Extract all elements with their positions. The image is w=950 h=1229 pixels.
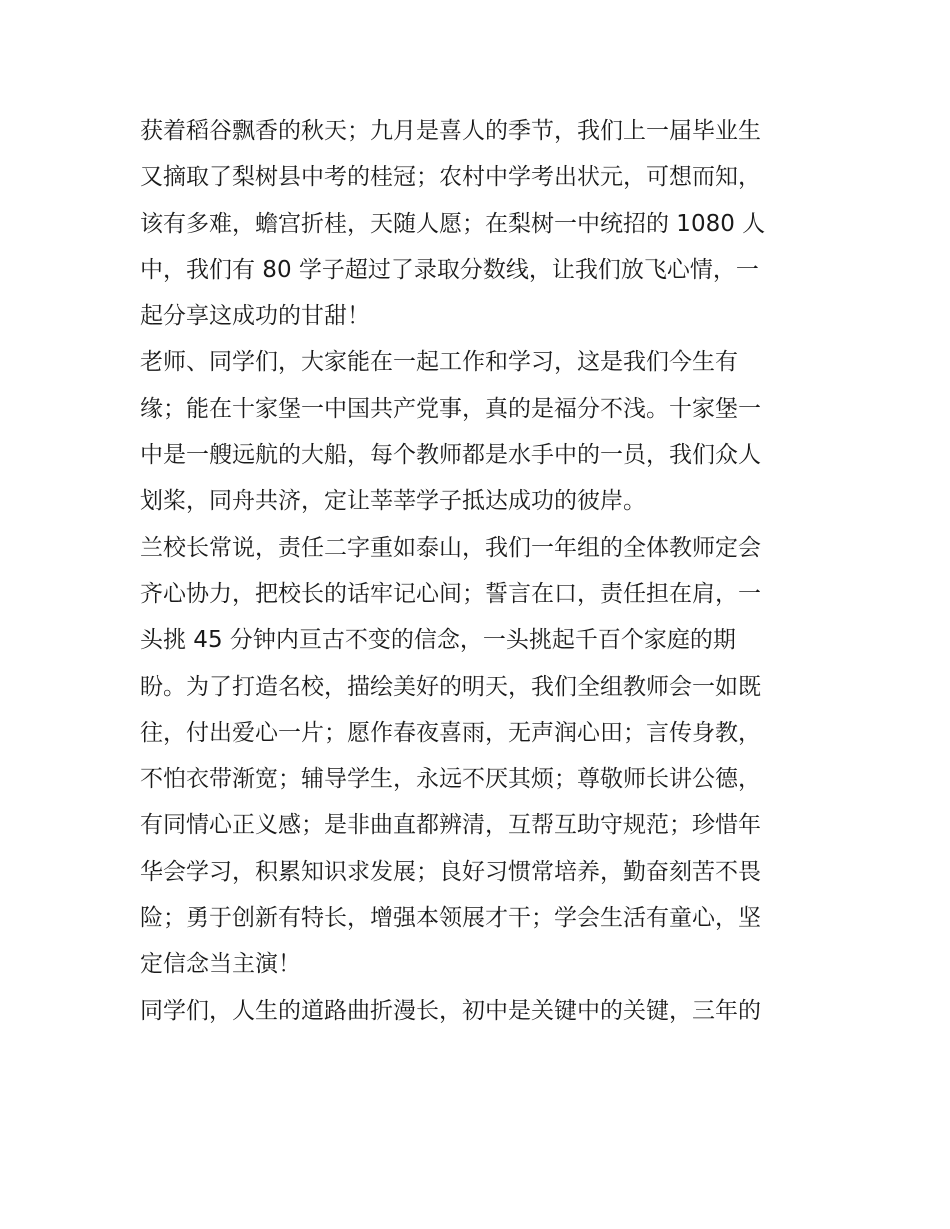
text-line: 定信念当主演！ — [140, 951, 301, 978]
text-line: 往，付出爱心一片；愿作春夜喜雨，无声润心田；言传身教， — [140, 719, 761, 746]
text-line: 兰校长常说，责任二字重如泰山，我们一年组的全体教师定会 — [140, 534, 761, 561]
text-line: 齐心协力，把校长的话牢记心间；誓言在口，责任担在肩，一 — [140, 580, 761, 607]
text-line: 有同情心正义感；是非曲直都辨清，互帮互助守规范；珍惜年 — [140, 812, 761, 839]
text-line: 划桨，同舟共济，定让莘莘学子抵达成功的彼岸。 — [140, 488, 646, 515]
text-line: 该有多难，蟾宫折桂，天随人愿；在梨树一中统招的 1080 人 — [140, 210, 766, 237]
text-line: 获着稻谷飘香的秋天；九月是喜人的季节，我们上一届毕业生 — [140, 118, 761, 144]
text-line: 同学们，人生的道路曲折漫长，初中是关键中的关键，三年的 — [140, 997, 761, 1024]
text-line: 缘；能在十家堡一中国共产党事，真的是福分不浅。十家堡一 — [140, 395, 761, 422]
text-line: 中，我们有 80 学子超过了录取分数线，让我们放飞心情，一 — [140, 256, 759, 283]
text-line: 又摘取了梨树县中考的桂冠；农村中学考出状元，可想而知， — [140, 164, 761, 191]
text-line: 盼。为了打造名校，描绘美好的明天，我们全组教师会一如既 — [140, 673, 761, 700]
text-line: 起分享这成功的甘甜！ — [140, 303, 370, 330]
text-line: 不怕衣带渐宽；辅导学生，永远不厌其烦；尊敬师长讲公德， — [140, 766, 761, 793]
text-line: 老师、同学们，大家能在一起工作和学习，这是我们今生有 — [140, 349, 738, 376]
text-line: 头挑 45 分钟内亘古不变的信念，一头挑起千百个家庭的期 — [140, 627, 736, 654]
text-line: 华会学习，积累知识求发展；良好习惯常培养，勤奋刻苦不畏 — [140, 858, 761, 885]
text-line: 险；勇于创新有特长，增强本领展才干；学会生活有童心，坚 — [140, 905, 761, 932]
text-line: 中是一艘远航的大船，每个教师都是水手中的一员，我们众人 — [140, 442, 761, 469]
body-text — [140, 108, 820, 1034]
